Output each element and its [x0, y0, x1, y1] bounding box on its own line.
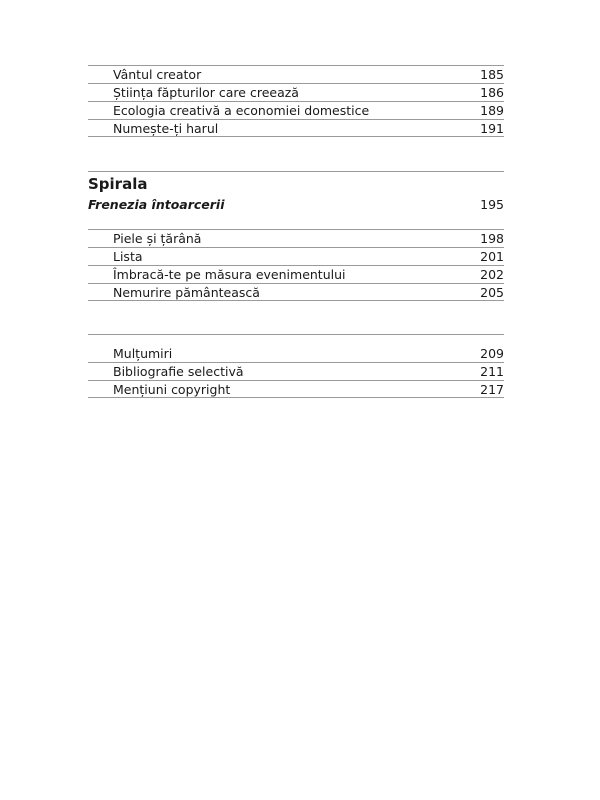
toc-entry-title: Mențiuni copyright: [113, 381, 231, 397]
toc-group-2: [88, 229, 504, 301]
toc-entry-title: Ecologia creativă a economiei domestice: [113, 103, 370, 118]
toc-entry[interactable]: [88, 65, 504, 83]
section-subtitle-row[interactable]: [88, 197, 504, 212]
toc-entry[interactable]: [88, 119, 504, 137]
toc-entry-title: Vântul creator: [113, 67, 202, 82]
toc-entry[interactable]: [88, 101, 504, 119]
toc-entry-title: Lista: [113, 249, 143, 264]
toc-entry-title: Mulțumiri: [113, 345, 173, 361]
toc-entry-page: 209: [480, 345, 504, 361]
toc-entry-page: 185: [480, 67, 504, 82]
toc-entry[interactable]: [88, 344, 504, 362]
toc-entry-page: 205: [480, 284, 504, 300]
toc-entry-title: Îmbracă-te pe măsura evenimentului: [113, 267, 346, 282]
section-divider: [88, 171, 504, 172]
toc-entry-page: 186: [480, 85, 504, 100]
toc-group-1: [88, 65, 504, 137]
toc-entry[interactable]: [88, 380, 504, 398]
toc-entry[interactable]: [88, 283, 504, 301]
toc-entry-page: 191: [480, 120, 504, 136]
toc-entry-title: Piele și țărână: [113, 231, 202, 246]
toc-entry[interactable]: [88, 265, 504, 283]
toc-entry-page: 198: [480, 231, 504, 246]
toc-entry-title: Știința făpturilor care creează: [113, 85, 299, 100]
section-divider: [88, 334, 504, 335]
toc-entry[interactable]: [88, 362, 504, 380]
toc-entry-title: Nemurire pământească: [113, 284, 260, 300]
toc-entry[interactable]: [88, 229, 504, 247]
toc-entry-page: 189: [480, 103, 504, 118]
toc-entry-title: Bibliografie selectivă: [113, 364, 244, 379]
toc-entry-page: 201: [480, 249, 504, 264]
section-subtitle-page: 195: [480, 197, 504, 212]
toc-group-3: [88, 344, 504, 398]
toc-entry[interactable]: [88, 83, 504, 101]
toc-entry-title: Numește-ți harul: [113, 120, 219, 136]
section-title: Spirala: [88, 175, 148, 193]
section-subtitle: Frenezia întoarcerii: [88, 197, 225, 212]
toc-entry-page: 202: [480, 267, 504, 282]
toc-entry[interactable]: [88, 247, 504, 265]
toc-entry-page: 217: [480, 381, 504, 397]
toc-entry-page: 211: [480, 364, 504, 379]
